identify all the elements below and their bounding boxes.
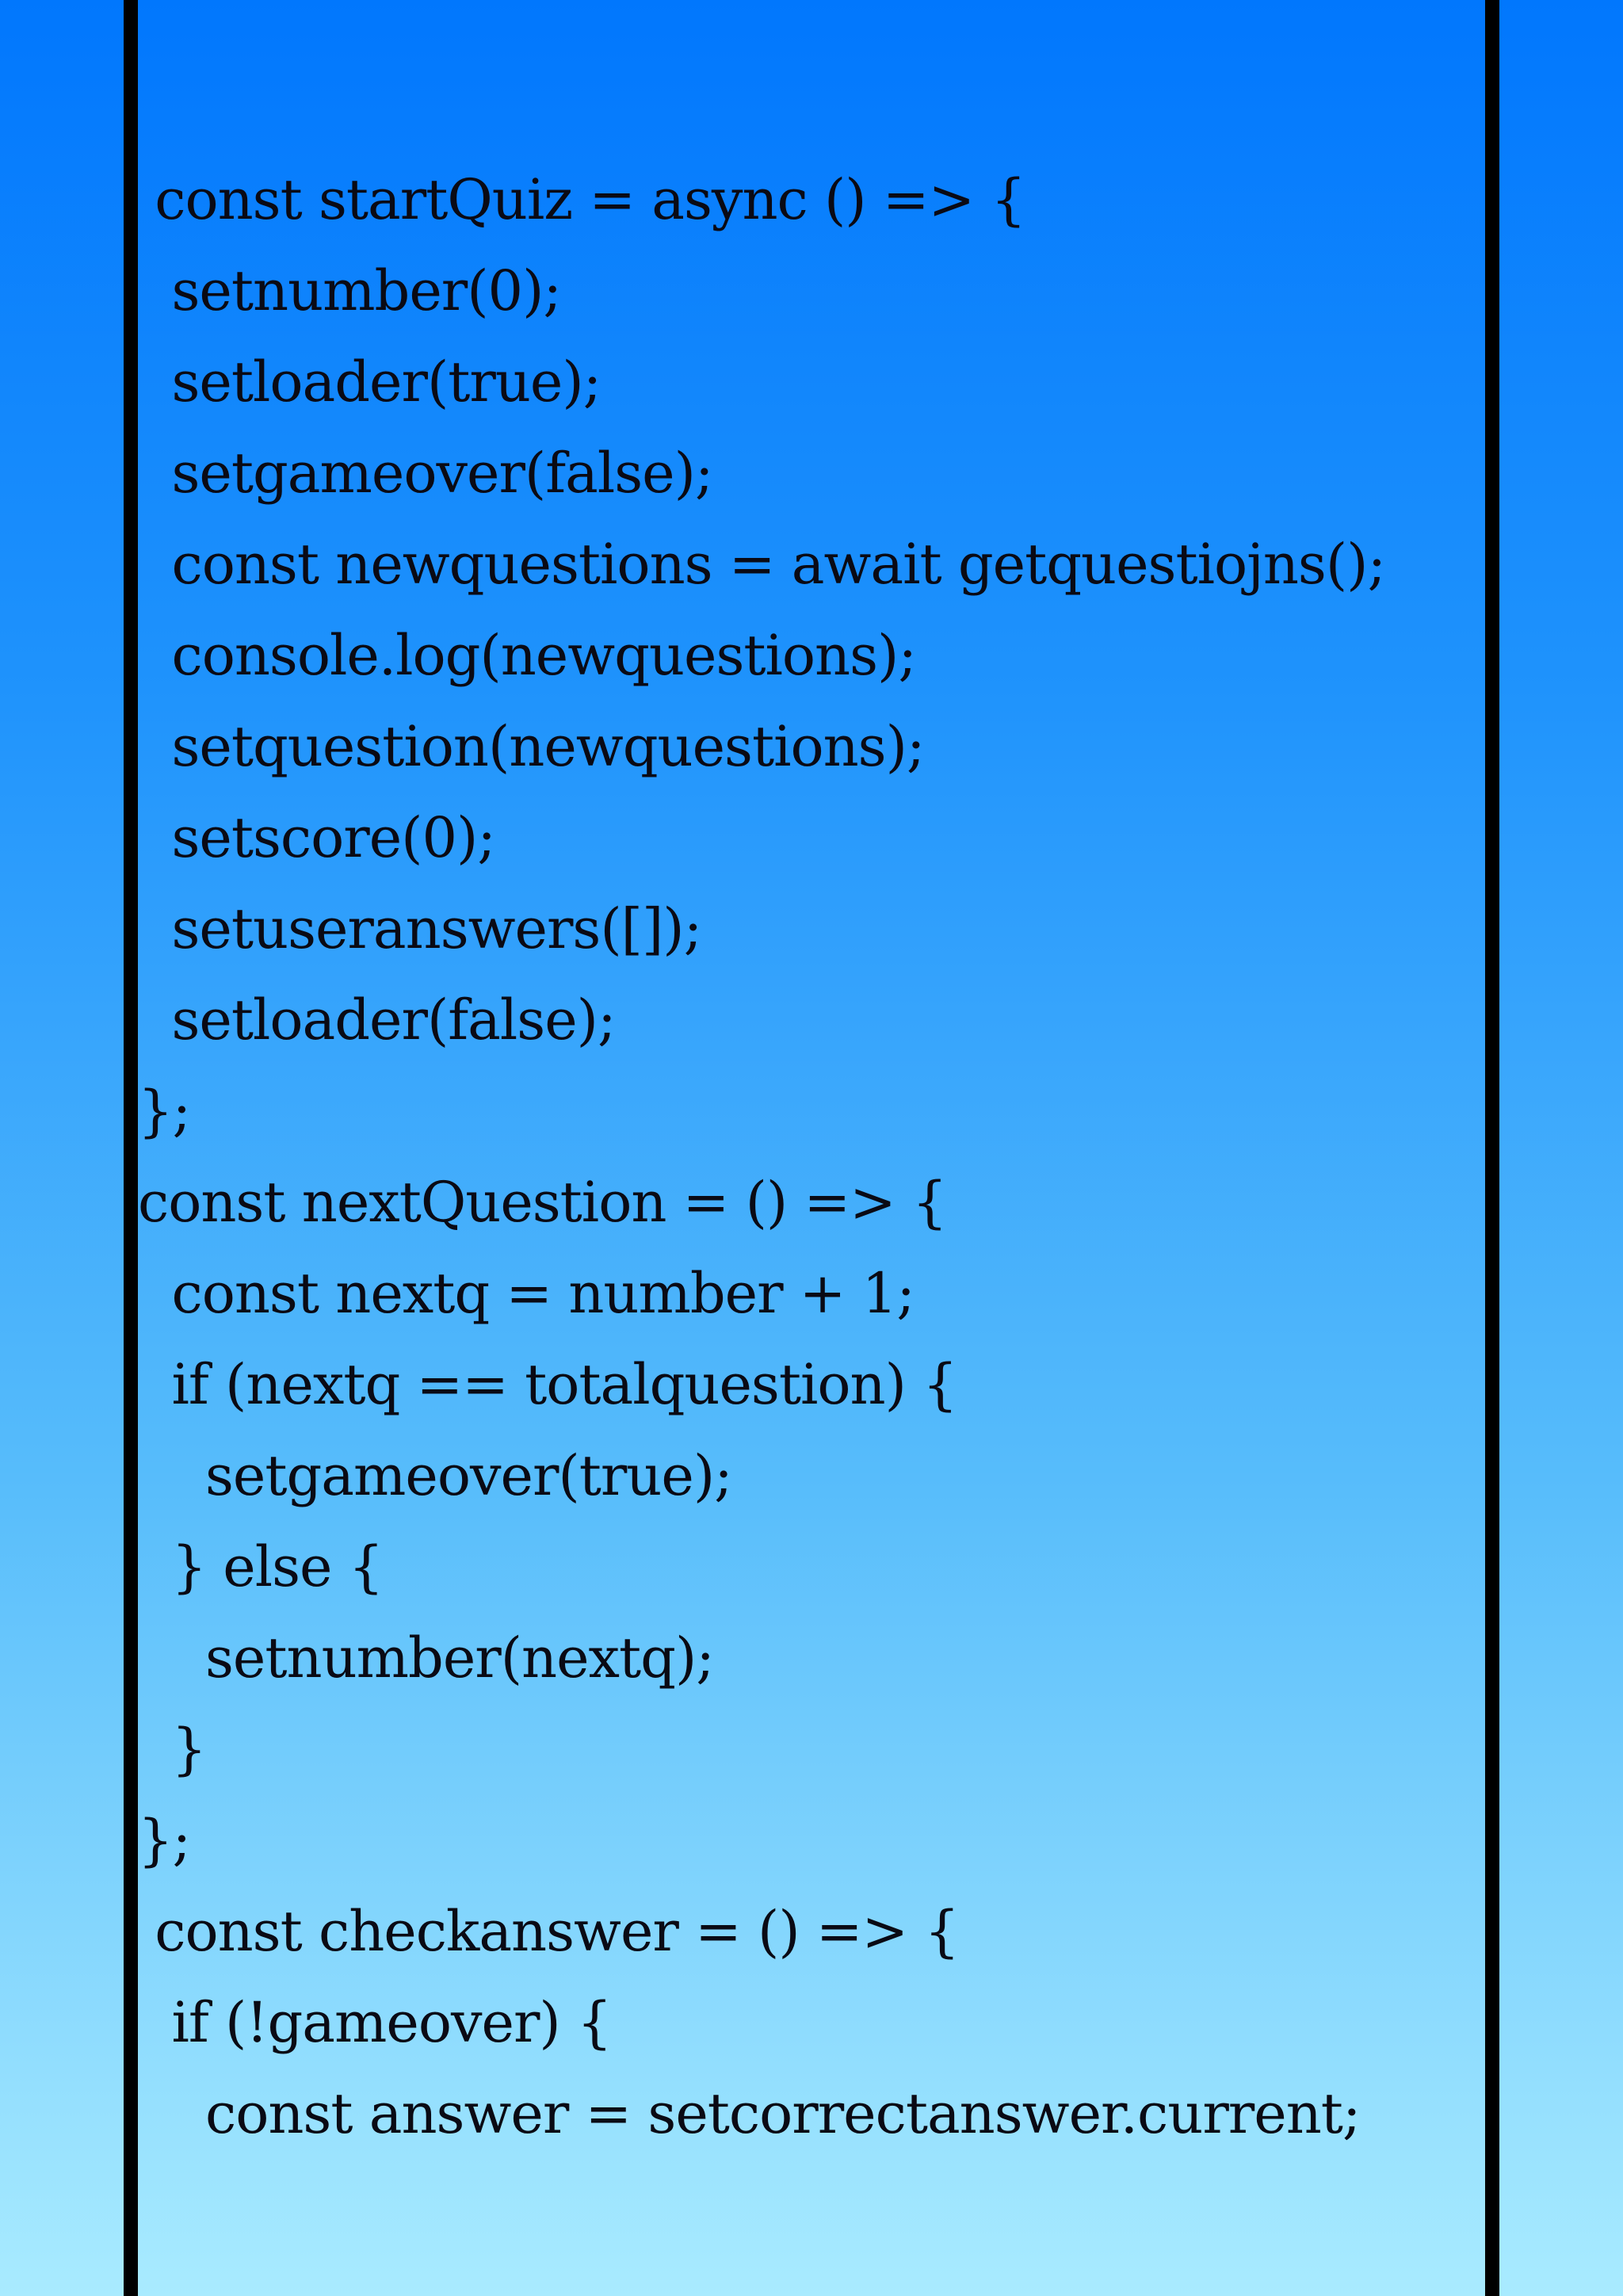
code-line: const startQuiz = async () => { <box>138 167 1025 232</box>
code-line: const checkanswer = () => { <box>138 1899 959 1964</box>
code-line: setgameover(false); <box>138 441 713 506</box>
code-line: setnumber(nextq); <box>138 1626 714 1690</box>
code-line: if (nextq == totalquestion) { <box>138 1352 957 1417</box>
code-line: const nextq = number + 1; <box>138 1261 915 1326</box>
code-line: }; <box>138 1808 191 1873</box>
code-line: } else { <box>138 1534 384 1599</box>
code-line: setloader(true); <box>138 350 601 415</box>
code-line: } <box>138 1717 207 1782</box>
code-line: const nextQuestion = () => { <box>138 1170 947 1235</box>
code-line: if (!gameover) { <box>138 1990 612 2055</box>
code-line: }; <box>138 1079 191 1144</box>
code-line: console.log(newquestions); <box>138 623 916 688</box>
code-line: setloader(false); <box>138 988 616 1052</box>
code-line: setnumber(0); <box>138 258 561 323</box>
code-line: const answer = setcorrectanswer.current; <box>138 2081 1361 2146</box>
code-line: setscore(0); <box>138 805 495 870</box>
code-line: const newquestions = await getquestiojns(); <box>138 532 1386 597</box>
code-line: setquestion(newquestions); <box>138 714 925 779</box>
left-frame-border <box>124 0 138 2296</box>
code-line: setuseranswers([]); <box>138 896 702 961</box>
code-panel <box>138 0 1485 2296</box>
code-line: setgameover(true); <box>138 1443 732 1508</box>
right-frame-border <box>1485 0 1499 2296</box>
